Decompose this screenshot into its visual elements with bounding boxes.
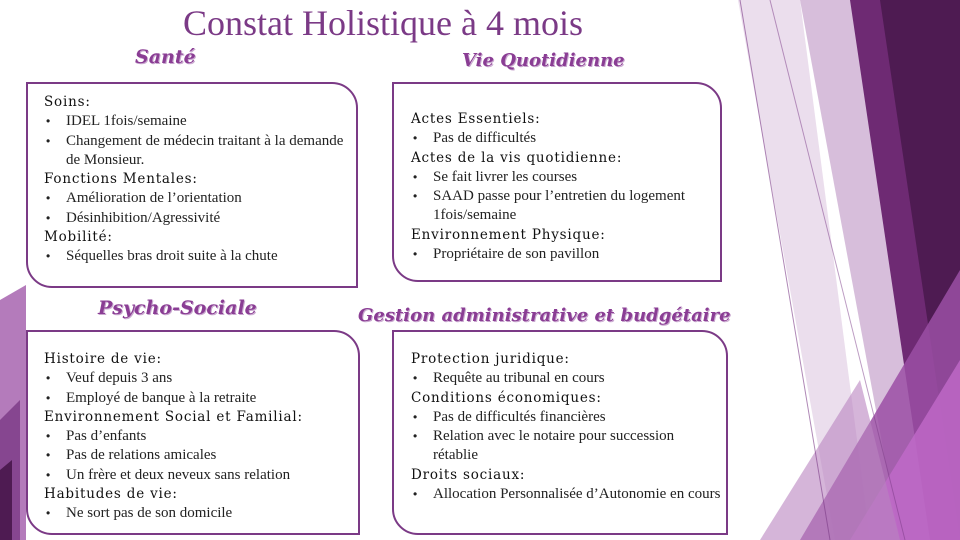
bullet-text: SAAD passe pour l’entretien du logement 1fois/semaine <box>433 188 686 224</box>
bullet-icon: • <box>46 448 51 463</box>
subsection-header: Conditions économiques: <box>411 389 602 406</box>
bullet-item <box>44 427 354 446</box>
subsection-header: Histoire de vie: <box>44 351 162 367</box>
bullet-item <box>411 485 721 504</box>
bullet-text: Pas de relations amicales <box>66 447 217 464</box>
bullet-text: Désinhibition/Agressivité <box>66 209 221 226</box>
bullet-icon: • <box>413 131 418 146</box>
content-psycho-sociale <box>44 350 354 524</box>
section-heading-vie-quotidienne: Vie Quotidienne <box>462 50 625 71</box>
bullet-text: Propriétaire de son pavillon <box>433 246 600 263</box>
bullet-icon: • <box>46 133 51 148</box>
bullet-text: IDEL 1fois/semaine <box>66 113 187 130</box>
bullet-icon: • <box>46 429 51 444</box>
subsection-header: Mobilité: <box>44 229 113 246</box>
bullet-icon: • <box>46 249 51 264</box>
bullet-icon: • <box>46 191 51 206</box>
bullet-icon: • <box>46 390 51 405</box>
section-heading-psycho-sociale: Psycho-Sociale <box>98 297 257 319</box>
bullet-item <box>44 189 349 208</box>
bullet-item <box>44 389 354 408</box>
bullet-text: Requête au tribunal en cours <box>433 370 605 387</box>
bullet-item <box>411 427 721 466</box>
bullet-icon: • <box>413 247 418 262</box>
bullet-text: Pas de difficultés financières <box>433 408 606 425</box>
content-sante <box>44 93 349 267</box>
bullet-icon: • <box>413 487 418 502</box>
subsection-header: Environnement Physique: <box>411 226 606 243</box>
bullet-item <box>411 408 721 427</box>
bullet-text: Ne sort pas de son domicile <box>66 505 233 522</box>
bullet-item <box>44 446 354 465</box>
bullet-icon: • <box>46 506 51 521</box>
bullet-text: Pas d’enfants <box>66 428 147 445</box>
section-heading-gestion-administrative: Gestion administrative et budgétaire <box>358 305 731 326</box>
bullet-icon: • <box>413 429 418 444</box>
bullet-text: Amélioration de l’orientation <box>66 190 242 207</box>
bullet-icon: • <box>413 169 418 184</box>
bullet-item <box>44 132 349 171</box>
bullet-item <box>411 369 721 388</box>
content-vie-quotidienne <box>411 110 716 264</box>
bullet-icon: • <box>46 371 51 386</box>
slide-title: Constat Holistique à 4 mois <box>183 3 583 43</box>
bullet-item <box>44 504 354 523</box>
bullet-icon: • <box>46 114 51 129</box>
subsection-header: Actes Essentiels: <box>411 111 541 127</box>
bullet-text: Se fait livrer les courses <box>433 168 578 185</box>
bullet-text: Changement de médecin traitant à la demande de Monsieur. <box>66 132 344 168</box>
bullet-item <box>411 187 716 226</box>
content-gestion-administrative <box>411 350 721 504</box>
subsection-header: Environnement Social et Familial: <box>44 408 303 425</box>
bullet-text: Relation avec le notaire pour succession rétablie <box>433 428 675 464</box>
bullet-item <box>44 369 354 388</box>
section-heading-sante: Santé <box>135 46 196 68</box>
bullet-icon: • <box>413 371 418 386</box>
bullet-text: Pas de difficultés <box>433 130 537 147</box>
subsection-header: Soins: <box>44 94 91 110</box>
bullet-text: Employé de banque à la retraite <box>66 389 257 406</box>
bullet-icon: • <box>413 409 418 424</box>
bullet-item <box>44 466 354 485</box>
bullet-item <box>411 245 716 264</box>
subsection-header: Actes de la vis quotidienne: <box>411 149 623 166</box>
subsection-header: Protection juridique: <box>411 351 570 367</box>
bullet-item <box>411 168 716 187</box>
bullet-item <box>411 129 716 148</box>
bullet-item <box>44 112 349 131</box>
bullet-text: Allocation Personnalisée d’Autonomie en cours <box>433 486 721 503</box>
bullet-icon: • <box>46 467 51 482</box>
bullet-icon: • <box>46 210 51 225</box>
bullet-text: Un frère et deux neveux sans relation <box>66 466 291 483</box>
subsection-header: Fonctions Mentales: <box>44 171 198 188</box>
bullet-text: Veuf depuis 3 ans <box>66 370 173 387</box>
bullet-item <box>44 209 349 228</box>
bullet-text: Séquelles bras droit suite à la chute <box>66 248 278 265</box>
subsection-header: Droits sociaux: <box>411 466 526 483</box>
bullet-icon: • <box>413 189 418 204</box>
subsection-header: Habitudes de vie: <box>44 486 178 503</box>
bullet-item <box>44 247 349 266</box>
